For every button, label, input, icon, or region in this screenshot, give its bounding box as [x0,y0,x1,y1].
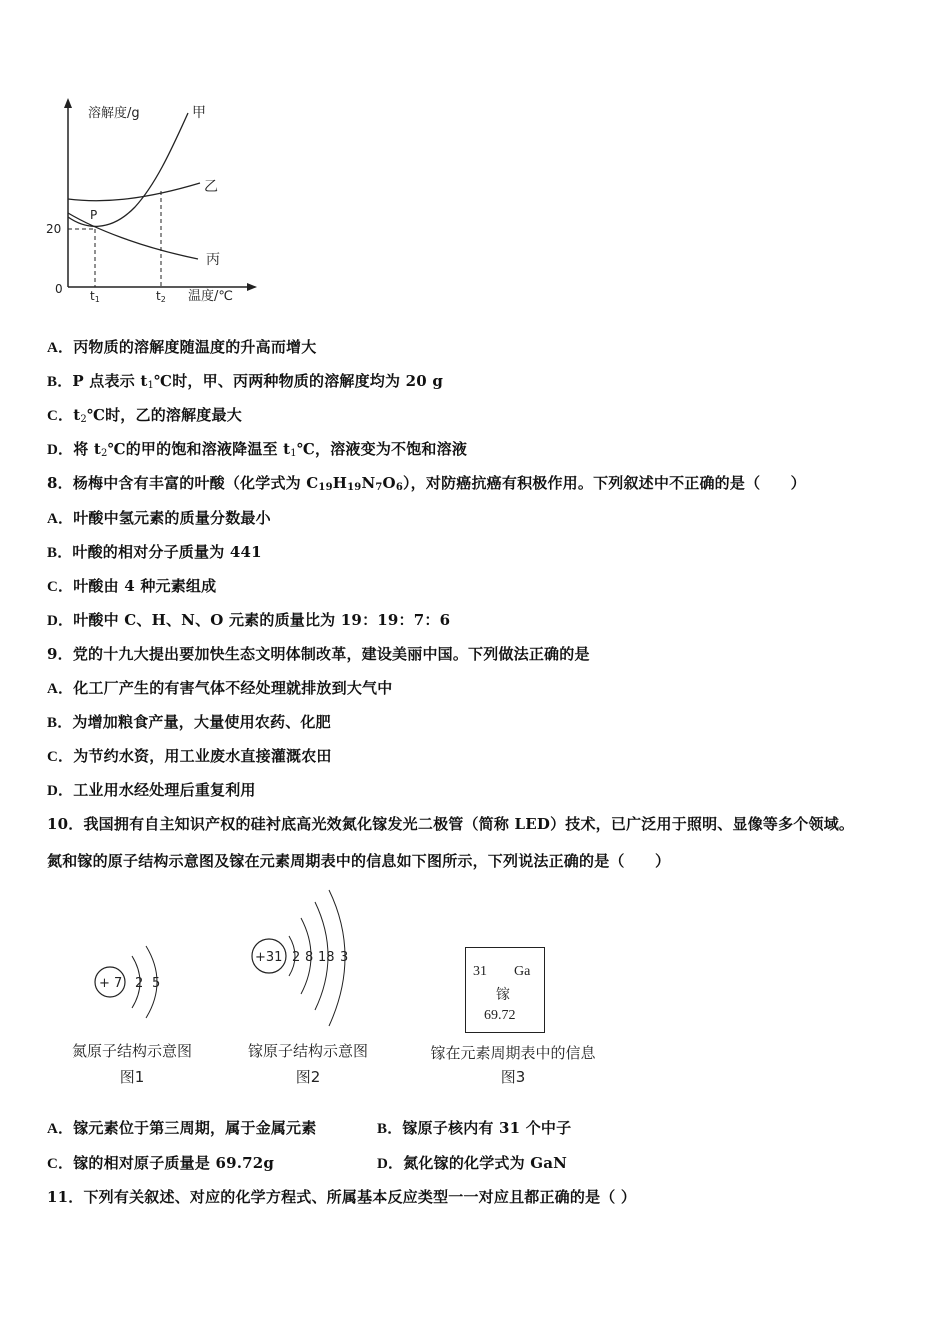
q10-option-a: A．镓元素位于第三周期，属于金属元素 [47,1119,317,1137]
q10-option-b: B．镓原子核内有 31 个中子 [377,1119,572,1137]
q7-option-c: C．$t_2℃$时，乙的溶解度最大 [47,406,242,425]
curve-jia-label: 甲 [192,105,206,121]
element-symbol: Ga [514,964,531,979]
curve-bing-label: 丙 [206,252,220,268]
q7-option-a: A．丙物质的溶解度随温度的升高而增大 [47,338,317,356]
gallium-nucleus-charge: +31 [255,950,283,965]
gallium-shell-1-count: 2 [292,950,301,965]
q7-option-d: D．将 $t_2℃$的甲的饱和溶液降温至 $t_1℃$，溶液变为不饱和溶液 [47,440,468,459]
y-axis-arrow [64,98,72,108]
q10-stem-line1: 10．我国拥有自主知识产权的硅衬底高光效氮化镓发光二极管（简称 LED）技术，已广泛用于照明、显像等多个领域。 [47,815,855,833]
x-axis-label: 温度/℃ [188,289,233,304]
element-name: 镓 [496,987,510,1003]
t2-label: t2 [156,289,166,304]
q9-option-d: D．工业用水经处理后重复利用 [47,781,256,799]
atomic-mass: 69.72 [484,1008,516,1023]
point-p-label: P [90,208,98,222]
curve-jia [68,113,188,226]
q11-stem: 11．下列有关叙述、对应的化学方程式、所属基本反应类型一一对应且都正确的是（ ） [47,1188,637,1206]
fig2-caption: 镓原子结构示意图 [247,1042,368,1060]
q10-option-c: C．镓的相对原子质量是 69.72g [47,1154,275,1172]
q9-option-c: C．为节约水资，用工业废水直接灌溉农田 [47,747,332,765]
atomic-number: 31 [473,964,487,979]
y-tick-20: 20 [46,222,62,236]
origin-label: 0 [55,282,63,296]
fig3-caption: 镓在元素周期表中的信息 [430,1044,596,1062]
q9-option-b: B．为增加粮食产量，大量使用农药、化肥 [47,713,331,731]
nitrogen-atom-diagram [90,930,190,1030]
nitrogen-shell-1-count: 2 [135,976,144,991]
nitrogen-nucleus-charge: + 7 [99,976,123,991]
q8-option-a: A．叶酸中氢元素的质量分数最小 [47,509,271,527]
gallium-atom-diagram [245,888,365,1033]
t1-label: t1 [90,289,100,304]
curve-yi [68,183,200,201]
x-axis-arrow [247,283,257,291]
fig1-caption: 氮原子结构示意图 [71,1042,192,1060]
periodic-table-cell [465,947,545,1033]
solubility-graph [40,95,260,305]
q7-option-b: B．P 点表示 $t_1℃$时，甲、丙两种物质的溶解度均为 20 g [47,372,444,391]
q9-stem: 9．党的十九大提出要加快生态文明体制改革，建设美丽中国。下列做法正确的是 [47,645,590,663]
curve-bing [68,213,198,259]
q8-stem: 8．杨梅中含有丰富的叶酸（化学式为 C19H19N7O6），对防癌抗癌有积极作用。下列叙述中不正确的是（ ） [47,474,806,493]
q10-stem-line2: 氮和镓的原子结构示意图及镓在元素周期表中的信息如下图所示，下列说法正确的是（ ） [47,852,671,870]
fig1-label: 图1 [119,1068,145,1086]
gallium-shell-2-count: 8 [305,950,314,965]
curve-yi-label: 乙 [204,179,218,195]
fig3-label: 图3 [500,1068,526,1086]
q9-option-a: A．化工厂产生的有害气体不经处理就排放到大气中 [47,679,393,697]
q8-option-b: B．叶酸的相对分子质量为 441 [47,543,262,561]
y-axis-label: 溶解度/g [88,106,140,121]
q8-option-c: C．叶酸由 4 种元素组成 [47,577,217,595]
fig2-label: 图2 [295,1068,321,1086]
q10-option-d: D．氮化镓的化学式为 GaN [377,1154,568,1172]
q8-option-d: D．叶酸中 C、H、N、O 元素的质量比为 19：19：7：6 [47,611,451,629]
gallium-shell-3-count: 18 [318,950,335,965]
gallium-shell-4-count: 3 [340,950,349,965]
nitrogen-shell-2-count: 5 [152,976,161,991]
